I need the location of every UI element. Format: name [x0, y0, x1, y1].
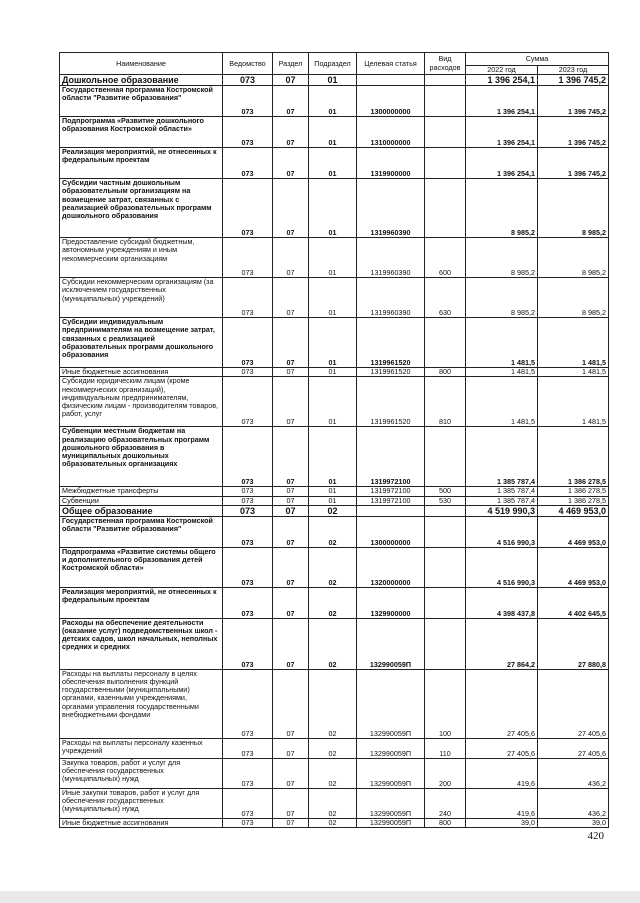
- row-sum-2023: 436,2: [538, 788, 609, 818]
- row-sum-2023: 8 985,2: [538, 238, 609, 278]
- table-row: [60, 427, 609, 487]
- row-vedomstvo: 073: [223, 377, 273, 427]
- row-sum-2022: 8 985,2: [466, 278, 538, 318]
- row-sum-2023: 27 880,8: [538, 618, 609, 669]
- row-name: Расходы на выплаты персоналу казенных учреждений: [60, 738, 223, 758]
- row-razdel: 07: [273, 587, 309, 618]
- row-target-article: 1319961520: [357, 377, 425, 427]
- row-podrazdel: 01: [309, 278, 357, 318]
- row-podrazdel: 01: [309, 487, 357, 496]
- table-row: [60, 179, 609, 238]
- table-row: [60, 238, 609, 278]
- row-expense-type: [425, 86, 466, 117]
- row-podrazdel: 01: [309, 86, 357, 117]
- table-row: [60, 758, 609, 788]
- row-sum-2023: 1 396 745,2: [538, 117, 609, 148]
- row-name: Государственная программа Костромской области "Развитие образования": [60, 516, 223, 547]
- table-row: [60, 117, 609, 148]
- row-podrazdel: 02: [309, 618, 357, 669]
- row-expense-type: [425, 75, 466, 86]
- row-expense-type: [425, 117, 466, 148]
- table-row: [60, 788, 609, 818]
- table-row: [60, 516, 609, 547]
- row-expense-type: 630: [425, 278, 466, 318]
- row-razdel: 07: [273, 547, 309, 587]
- row-vedomstvo: 073: [223, 516, 273, 547]
- row-sum-2022: 1 481,5: [466, 318, 538, 368]
- row-target-article: 1300000000: [357, 516, 425, 547]
- row-name: Субвенции: [60, 496, 223, 505]
- row-sum-2023: 1 396 745,2: [538, 86, 609, 117]
- row-expense-type: 530: [425, 496, 466, 505]
- row-sum-2022: 1 385 787,4: [466, 427, 538, 487]
- row-razdel: 07: [273, 75, 309, 86]
- row-razdel: 07: [273, 117, 309, 148]
- row-sum-2022: 1 385 787,4: [466, 487, 538, 496]
- row-sum-2023: 1 396 745,2: [538, 148, 609, 179]
- row-expense-type: [425, 587, 466, 618]
- table-row: [60, 75, 609, 86]
- row-podrazdel: 02: [309, 758, 357, 788]
- table-row: [60, 738, 609, 758]
- row-podrazdel: 01: [309, 148, 357, 179]
- row-sum-2022: 8 985,2: [466, 238, 538, 278]
- row-expense-type: 200: [425, 758, 466, 788]
- row-podrazdel: 02: [309, 788, 357, 818]
- row-name: Субвенции местным бюджетам на реализацию образовательных программ дошкольного образования в муниципальных дошкольных образовательных организациях: [60, 427, 223, 487]
- row-sum-2023: 1 481,5: [538, 377, 609, 427]
- row-vedomstvo: 073: [223, 496, 273, 505]
- row-podrazdel: 01: [309, 377, 357, 427]
- row-name: Субсидии некоммерческим организациям (за исключением государственных (муниципальных) учреждений): [60, 278, 223, 318]
- row-sum-2023: 1 386 278,5: [538, 496, 609, 505]
- row-name: Расходы на выплаты персоналу в целях обеспечения выполнения функций государственными (муниципальными) органами, казенными учреждениями, органами управления государственными внебюджетными фондами: [60, 669, 223, 738]
- row-vedomstvo: 073: [223, 86, 273, 117]
- row-razdel: 07: [273, 86, 309, 117]
- row-name: Расходы на обеспечение деятельности (оказание услуг) подведомственных школ - детских садов, школ начальных, неполных средних и средних: [60, 618, 223, 669]
- row-target-article: 1300000000: [357, 86, 425, 117]
- row-sum-2023: 4 469 953,0: [538, 547, 609, 587]
- row-podrazdel: 02: [309, 505, 357, 516]
- row-target-article: 1319961520: [357, 318, 425, 368]
- row-vedomstvo: 073: [223, 318, 273, 368]
- row-podrazdel: 02: [309, 547, 357, 587]
- row-expense-type: [425, 318, 466, 368]
- row-name: Реализация мероприятий, не отнесенных к федеральным проектам: [60, 587, 223, 618]
- row-vedomstvo: 073: [223, 618, 273, 669]
- row-name: Общее образование: [60, 505, 223, 516]
- row-sum-2022: 1 396 254,1: [466, 86, 538, 117]
- row-razdel: 07: [273, 377, 309, 427]
- table-row: [60, 487, 609, 496]
- row-sum-2023: 27 405,6: [538, 738, 609, 758]
- row-vedomstvo: 073: [223, 547, 273, 587]
- row-sum-2023: 1 386 278,5: [538, 487, 609, 496]
- table-row: [60, 377, 609, 427]
- row-sum-2022: 4 519 990,3: [466, 505, 538, 516]
- row-podrazdel: 02: [309, 818, 357, 827]
- table-row: [60, 278, 609, 318]
- row-vedomstvo: 073: [223, 179, 273, 238]
- row-target-article: 132990059П: [357, 818, 425, 827]
- row-razdel: 07: [273, 278, 309, 318]
- row-expense-type: 800: [425, 368, 466, 377]
- row-expense-type: 600: [425, 238, 466, 278]
- row-sum-2022: 1 396 254,1: [466, 117, 538, 148]
- row-sum-2022: 1 481,5: [466, 377, 538, 427]
- row-sum-2022: 1 396 254,1: [466, 148, 538, 179]
- table-row: [60, 587, 609, 618]
- row-expense-type: 810: [425, 377, 466, 427]
- row-vedomstvo: 073: [223, 75, 273, 86]
- row-target-article: 132990059П: [357, 669, 425, 738]
- row-vedomstvo: 073: [223, 238, 273, 278]
- row-name: Субсидии частным дошкольным образовательным организациям на возмещение затрат, связанных с реализацией образовательных программ дошкольного образования: [60, 179, 223, 238]
- row-sum-2023: 4 469 953,0: [538, 505, 609, 516]
- row-sum-2022: 1 481,5: [466, 368, 538, 377]
- row-vedomstvo: 073: [223, 148, 273, 179]
- row-sum-2022: 4 398 437,8: [466, 587, 538, 618]
- row-vedomstvo: 073: [223, 505, 273, 516]
- row-target-article: 1319972100: [357, 496, 425, 505]
- row-razdel: 07: [273, 148, 309, 179]
- row-expense-type: [425, 547, 466, 587]
- row-name: Иные бюджетные ассигнования: [60, 818, 223, 827]
- row-razdel: 07: [273, 516, 309, 547]
- table-row: [60, 618, 609, 669]
- row-sum-2022: 4 516 990,3: [466, 516, 538, 547]
- header-podrazdel: Подраздел: [309, 53, 357, 75]
- row-expense-type: [425, 427, 466, 487]
- row-sum-2022: 8 985,2: [466, 179, 538, 238]
- row-sum-2023: 27 405,6: [538, 669, 609, 738]
- row-name: Реализация мероприятий, не отнесенных к федеральным проектам: [60, 148, 223, 179]
- row-expense-type: [425, 148, 466, 179]
- row-vedomstvo: 073: [223, 758, 273, 788]
- row-podrazdel: 02: [309, 587, 357, 618]
- row-target-article: 132990059П: [357, 758, 425, 788]
- header-target-article: Целевая статья: [357, 53, 425, 75]
- header-year-2022: 2022 год: [466, 66, 538, 75]
- row-name: Подпрограмма «Развитие дошкольного образования Костромской области»: [60, 117, 223, 148]
- row-expense-type: [425, 505, 466, 516]
- row-vedomstvo: 073: [223, 368, 273, 377]
- table-body: [60, 75, 609, 828]
- row-target-article: 1319972100: [357, 427, 425, 487]
- row-sum-2022: 419,6: [466, 758, 538, 788]
- row-sum-2023: 1 481,5: [538, 318, 609, 368]
- budget-table-sheet: [59, 52, 608, 828]
- row-target-article: 1320000000: [357, 547, 425, 587]
- row-podrazdel: 01: [309, 427, 357, 487]
- row-vedomstvo: 073: [223, 427, 273, 487]
- row-vedomstvo: 073: [223, 738, 273, 758]
- row-razdel: 07: [273, 738, 309, 758]
- row-target-article: 1319960390: [357, 278, 425, 318]
- row-sum-2022: 4 516 990,3: [466, 547, 538, 587]
- row-target-article: 1319972100: [357, 487, 425, 496]
- row-expense-type: 110: [425, 738, 466, 758]
- row-vedomstvo: 073: [223, 818, 273, 827]
- row-sum-2023: 1 396 745,2: [538, 75, 609, 86]
- row-sum-2023: 1 481,5: [538, 368, 609, 377]
- row-razdel: 07: [273, 618, 309, 669]
- row-name: Предоставление субсидий бюджетным, автономным учреждениям и иным некоммерческим организациям: [60, 238, 223, 278]
- header-expense-type: Вид расходов: [425, 53, 466, 75]
- row-razdel: 07: [273, 238, 309, 278]
- row-target-article: [357, 75, 425, 86]
- row-sum-2022: 419,6: [466, 788, 538, 818]
- row-podrazdel: 01: [309, 496, 357, 505]
- table-row: [60, 318, 609, 368]
- table-row: [60, 547, 609, 587]
- row-target-article: [357, 505, 425, 516]
- row-sum-2023: 4 402 645,5: [538, 587, 609, 618]
- row-razdel: 07: [273, 496, 309, 505]
- row-expense-type: [425, 179, 466, 238]
- row-razdel: 07: [273, 427, 309, 487]
- row-razdel: 07: [273, 788, 309, 818]
- row-name: Подпрограмма «Развитие системы общего и дополнительного образования детей Костромской области»: [60, 547, 223, 587]
- row-vedomstvo: 073: [223, 587, 273, 618]
- row-sum-2022: 27 864,2: [466, 618, 538, 669]
- row-target-article: 1310000000: [357, 117, 425, 148]
- row-sum-2022: 39,0: [466, 818, 538, 827]
- row-podrazdel: 02: [309, 738, 357, 758]
- row-name: Межбюджетные трансферты: [60, 487, 223, 496]
- table-row: [60, 86, 609, 117]
- row-podrazdel: 01: [309, 75, 357, 86]
- row-sum-2023: 436,2: [538, 758, 609, 788]
- table-row: [60, 505, 609, 516]
- row-razdel: 07: [273, 487, 309, 496]
- row-target-article: 1329900000: [357, 587, 425, 618]
- header-name: Наименование: [60, 53, 223, 75]
- row-vedomstvo: 073: [223, 278, 273, 318]
- row-razdel: 07: [273, 758, 309, 788]
- row-sum-2022: 27 405,6: [466, 738, 538, 758]
- row-target-article: 1319960390: [357, 179, 425, 238]
- row-target-article: 1319900000: [357, 148, 425, 179]
- row-vedomstvo: 073: [223, 669, 273, 738]
- row-expense-type: 240: [425, 788, 466, 818]
- row-razdel: 07: [273, 669, 309, 738]
- row-name: Государственная программа Костромской области "Развитие образования": [60, 86, 223, 117]
- header-sum: Сумма: [466, 53, 609, 66]
- row-vedomstvo: 073: [223, 487, 273, 496]
- row-name: Иные бюджетные ассигнования: [60, 368, 223, 377]
- row-expense-type: 800: [425, 818, 466, 827]
- row-expense-type: [425, 618, 466, 669]
- table-row: [60, 148, 609, 179]
- row-sum-2023: 4 469 953,0: [538, 516, 609, 547]
- row-razdel: 07: [273, 318, 309, 368]
- header-vedomstvo: Ведомство: [223, 53, 273, 75]
- row-podrazdel: 02: [309, 669, 357, 738]
- row-sum-2023: 8 985,2: [538, 179, 609, 238]
- bottom-scan-band: [0, 891, 640, 903]
- row-target-article: 132990059П: [357, 788, 425, 818]
- table-row: [60, 669, 609, 738]
- row-sum-2022: 1 385 787,4: [466, 496, 538, 505]
- row-sum-2022: 1 396 254,1: [466, 75, 538, 86]
- row-name: Дошкольное образование: [60, 75, 223, 86]
- table-row: [60, 496, 609, 505]
- table-row: [60, 368, 609, 377]
- row-podrazdel: 01: [309, 238, 357, 278]
- row-expense-type: 100: [425, 669, 466, 738]
- row-target-article: 132990059П: [357, 738, 425, 758]
- row-podrazdel: 01: [309, 179, 357, 238]
- page-number: 420: [587, 830, 604, 842]
- row-expense-type: [425, 516, 466, 547]
- row-name: Субсидии индивидуальным предпринимателям на возмещение затрат, связанных с реализацией образовательных программ дошкольного образования: [60, 318, 223, 368]
- header-razdel: Раздел: [273, 53, 309, 75]
- row-podrazdel: 01: [309, 318, 357, 368]
- row-sum-2023: 8 985,2: [538, 278, 609, 318]
- row-sum-2023: 1 386 278,5: [538, 427, 609, 487]
- row-vedomstvo: 073: [223, 788, 273, 818]
- row-sum-2023: 39,0: [538, 818, 609, 827]
- row-razdel: 07: [273, 368, 309, 377]
- row-vedomstvo: 073: [223, 117, 273, 148]
- row-target-article: 1319961520: [357, 368, 425, 377]
- row-name: Субсидии юридическим лицам (кроме некоммерческих организаций), индивидуальным предпринимателям, физическим лицам - производителям товаров, работ, услуг: [60, 377, 223, 427]
- row-podrazdel: 01: [309, 117, 357, 148]
- row-razdel: 07: [273, 818, 309, 827]
- row-target-article: 1319960390: [357, 238, 425, 278]
- row-razdel: 07: [273, 179, 309, 238]
- row-name: Иные закупки товаров, работ и услуг для обеспечения государственных (муниципальных) нужд: [60, 788, 223, 818]
- row-target-article: 132990059П: [357, 618, 425, 669]
- row-sum-2022: 27 405,6: [466, 669, 538, 738]
- row-expense-type: 500: [425, 487, 466, 496]
- table-row: [60, 818, 609, 827]
- row-name: Закупка товаров, работ и услуг для обеспечения государственных (муниципальных) нужд: [60, 758, 223, 788]
- header-year-2023: 2023 год: [538, 66, 609, 75]
- row-podrazdel: 01: [309, 368, 357, 377]
- row-podrazdel: 02: [309, 516, 357, 547]
- row-razdel: 07: [273, 505, 309, 516]
- budget-table: [59, 52, 609, 828]
